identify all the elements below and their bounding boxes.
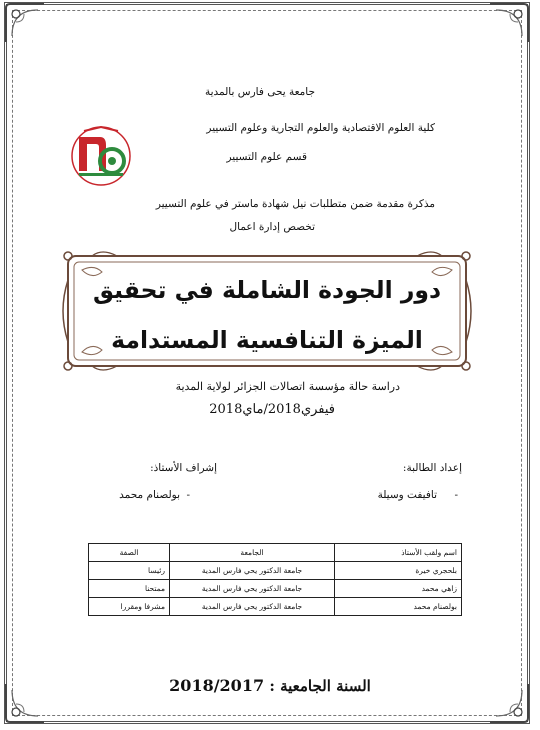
- table-header-row: [89, 544, 462, 562]
- faculty-name: كلية العلوم الاقتصادية والعلوم التجارية وعلوم التسيير: [206, 122, 435, 134]
- column-header-role: الصفة: [89, 544, 170, 562]
- corner-ornament-icon: [2, 0, 48, 46]
- table-row: [89, 562, 462, 580]
- table-row: [89, 598, 462, 616]
- department-name: قسم علوم التسيير: [226, 151, 307, 163]
- jury-member-university: جامعة الدكتور يحي فارس المدية: [170, 562, 335, 580]
- memo-description: مذكرة مقدمة ضمن متطلبات نيل شهادة ماستر في علوم التسيير: [155, 198, 435, 210]
- jury-member-name: زاهي محمد: [335, 580, 462, 598]
- jury-member-name: بولصنام محمد: [335, 598, 462, 616]
- study-period: فيفري2018/ماي2018: [209, 402, 335, 417]
- academic-year-value: 2018/2017: [169, 676, 265, 695]
- university-name: جامعة يحى فارس بالمدية: [204, 86, 315, 98]
- jury-member-name: بلحجري خيرة: [335, 562, 462, 580]
- supervisor-dash: -: [186, 489, 190, 501]
- jury-member-university: جامعة الدكتور يحي فارس المدية: [170, 598, 335, 616]
- supervisor-name: بولصنام محمد: [119, 489, 180, 501]
- specialty: تخصص إدارة اعمال: [229, 221, 315, 233]
- jury-member-role: ممتحنا: [89, 580, 170, 598]
- jury-member-role: رئيسا: [89, 562, 170, 580]
- thesis-title-line-1: دور الجودة الشاملة في تحقيق: [92, 276, 442, 304]
- column-header-university: الجامعة: [170, 544, 335, 562]
- jury-member-role: مشرفا ومقررا: [89, 598, 170, 616]
- corner-ornament-icon: [486, 0, 532, 46]
- corner-ornament-icon: [2, 680, 48, 726]
- student-dash: -: [454, 489, 458, 501]
- column-header-name: اسم ولقب الأستاذ: [335, 544, 462, 562]
- supervisor-label: إشراف الأستاذ:: [150, 462, 217, 474]
- academic-year-label: السنة الجامعية :: [269, 677, 371, 695]
- jury-member-university: جامعة الدكتور يحي فارس المدية: [170, 580, 335, 598]
- university-logo-icon: [70, 125, 132, 187]
- student-name: تافيفت وسيلة: [377, 489, 437, 501]
- case-study: دراسة حالة مؤسسة اتصالات الجزائر لولاية المدية: [175, 380, 400, 393]
- corner-ornament-icon: [486, 680, 532, 726]
- academic-year: [150, 676, 390, 695]
- student-label: إعداد الطالبة:: [402, 462, 462, 474]
- thesis-title-line-2: الميزة التنافسية المستدامة: [111, 326, 423, 354]
- jury-table: [88, 543, 462, 616]
- table-row: [89, 580, 462, 598]
